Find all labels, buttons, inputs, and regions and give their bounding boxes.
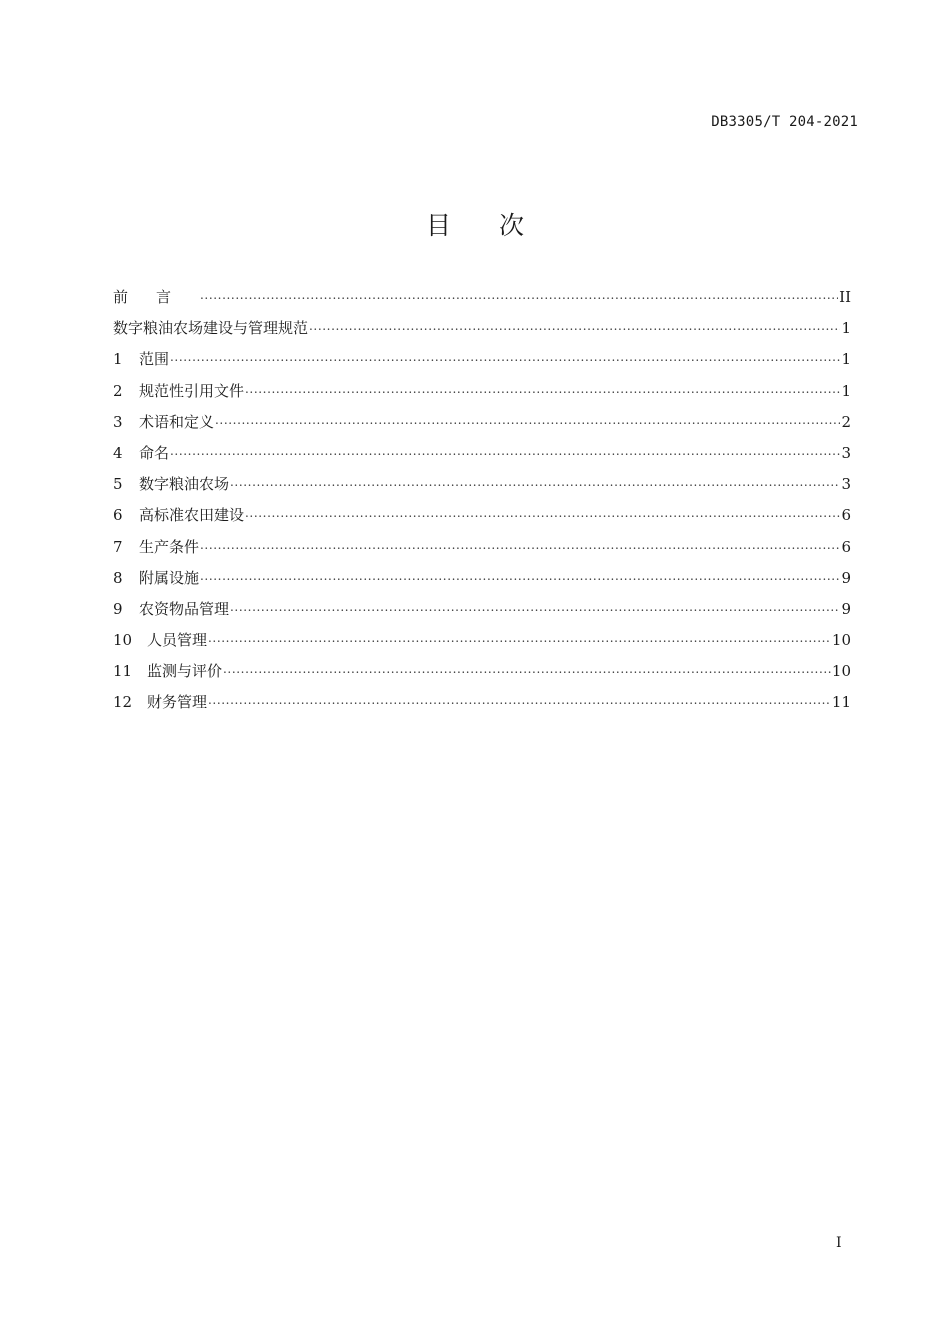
toc-leader-dots [245, 504, 840, 520]
toc-entry-text: 人员管理 [147, 631, 208, 650]
toc-entry-page: 9 [841, 599, 851, 618]
toc-leader-dots [230, 598, 840, 614]
toc-entry-number: 10 [113, 631, 133, 650]
toc-leader-dots [170, 348, 840, 364]
toc-entry-page: 1 [841, 319, 851, 338]
toc-entry-text: 规范性引用文件 [139, 381, 245, 400]
toc-entry-number: 3 [113, 412, 123, 431]
toc-entry-text: 范围 [139, 350, 170, 369]
toc-entry-11[interactable] [113, 660, 851, 691]
toc-entry-page: 10 [831, 662, 851, 681]
page-number: I [836, 1235, 842, 1251]
toc-leader-dots [170, 442, 840, 458]
toc-entry-foreword[interactable] [113, 286, 851, 317]
toc-entry-text: 术语和定义 [139, 412, 215, 431]
toc-entry-text: 数字粮油农场建设与管理规范 [113, 319, 309, 338]
toc-entry-number: 12 [113, 693, 133, 712]
toc-entry-text: 数字粮油农场 [139, 475, 230, 494]
toc-entry-10[interactable] [113, 629, 851, 660]
toc-leader-dots [223, 660, 831, 676]
toc-entry-12[interactable] [113, 691, 851, 722]
toc-entry-number: 1 [113, 350, 123, 369]
document-code: DB3305/T 204-2021 [711, 114, 858, 130]
toc-entry-number: 7 [113, 537, 123, 556]
toc-entry-number: 4 [113, 443, 123, 462]
toc-entry-7[interactable] [113, 536, 851, 567]
toc-leader-dots [208, 629, 831, 645]
toc-entry-9[interactable] [113, 598, 851, 629]
toc-leader-dots [215, 411, 840, 427]
toc-entry-number: 5 [113, 475, 123, 494]
toc-entry-text: 财务管理 [147, 693, 208, 712]
toc-leader-dots [200, 536, 840, 552]
toc-leader-dots [309, 317, 840, 333]
page-title: 目次 [425, 211, 572, 240]
toc-entry-number: 2 [113, 381, 123, 400]
toc-entry-page: 6 [841, 537, 851, 556]
toc-entry-main-title[interactable] [113, 317, 851, 348]
toc-entry-page: 2 [841, 412, 851, 431]
toc-entry-text: 监测与评价 [147, 662, 223, 681]
toc-leader-dots [245, 380, 840, 396]
toc-entry-page: 1 [841, 350, 851, 369]
toc-entry-page: 9 [841, 568, 851, 587]
toc-leader-dots [230, 473, 840, 489]
toc-entry-6[interactable] [113, 504, 851, 535]
toc-entry-text: 命名 [139, 443, 170, 462]
toc-leader-dots [208, 691, 831, 707]
toc-entry-4[interactable] [113, 442, 851, 473]
toc-entry-page: 6 [841, 506, 851, 525]
toc-entry-number: 11 [113, 662, 133, 681]
toc-entry-page: 11 [831, 693, 851, 712]
toc-entry-page: 3 [841, 443, 851, 462]
toc-entry-page: 1 [841, 381, 851, 400]
toc-entry-8[interactable] [113, 567, 851, 598]
toc-entry-text: 前言 [113, 288, 200, 306]
toc-entry-5[interactable] [113, 473, 851, 504]
toc-entry-text: 附属设施 [139, 568, 200, 587]
toc-entry-number: 8 [113, 568, 123, 587]
toc-entry-3[interactable] [113, 411, 851, 442]
toc-entry-1[interactable] [113, 348, 851, 379]
toc-entry-number: 6 [113, 506, 123, 525]
toc-entry-text: 生产条件 [139, 537, 200, 556]
toc-entry-page: 10 [831, 631, 851, 650]
toc-entry-page: II [839, 288, 851, 306]
toc-entry-2[interactable] [113, 380, 851, 411]
table-of-contents [113, 286, 851, 723]
toc-entry-text: 高标准农田建设 [139, 506, 245, 525]
toc-leader-dots [200, 567, 840, 583]
toc-leader-dots [200, 286, 838, 302]
toc-entry-text: 农资物品管理 [139, 599, 230, 618]
toc-entry-page: 3 [841, 475, 851, 494]
toc-entry-number: 9 [113, 599, 123, 618]
